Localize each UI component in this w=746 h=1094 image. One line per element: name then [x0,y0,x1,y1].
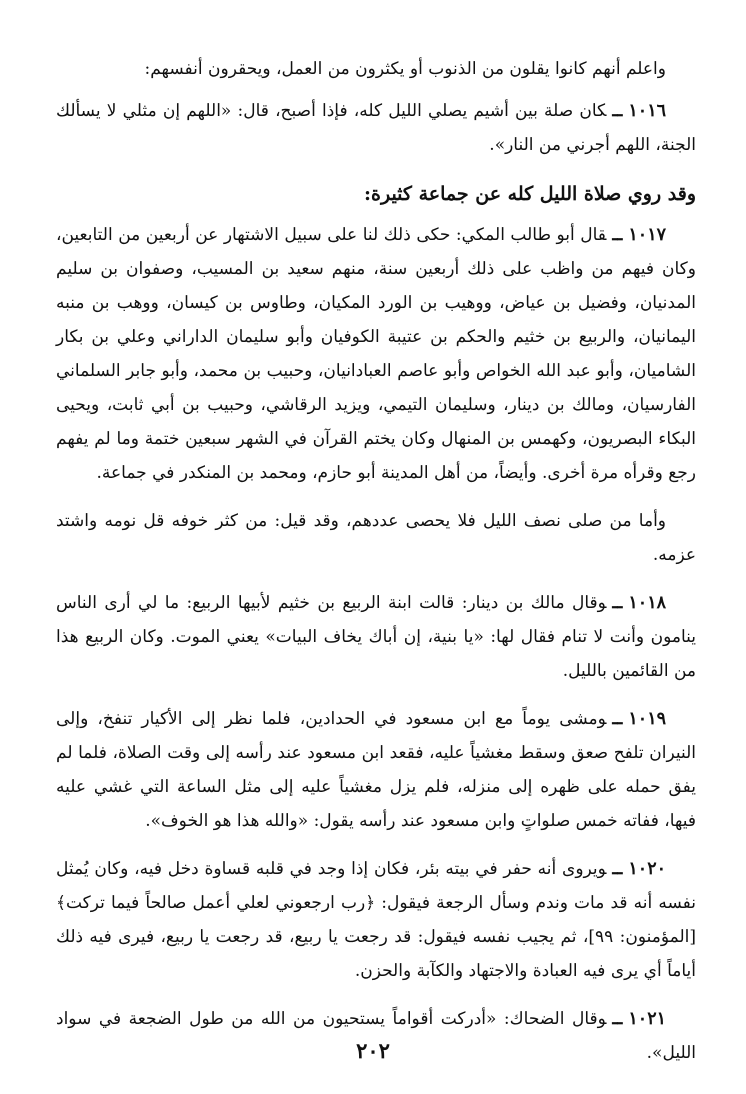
entry-text: ومشى يوماً مع ابن مسعود في الحدادين، فلما نظر إلى الأكيار تنفخ، وإلى النيران تلفح صعق وسقط مغشياً عليه، فقعد ابن مسعود عند رأسه إلى وقت الصلاة، فلما لم يفق حمله على ظهره إلى منزله، فلم يزل مغشياً عليه إلى مثل الساعة التي غشي عليه فيها، ففاته خمس صلواتٍ وابن مسعود عند رأسه يقول: «والله هذا هو الخوف». [56,709,696,831]
intro-paragraph [56,52,696,86]
entry-text: وقال مالك بن دينار: قالت ابنة الربيع بن خثيم لأبيها الربيع: ما لي أرى الناس ينامون وأنت لا تنام فقال لها: «يا بنية، إن أباك يخاف البيات» يعني الموت. وكان الربيع هذا من القائمين بالليل. [56,593,696,681]
entry-1018 [56,586,696,688]
entry-number: ١٠١٩ [628,709,666,729]
entry-text: وقال الضحاك: «أدركت أقواماً يستحيون من الله من طول الضجعة في سواد الليل». [56,1009,696,1063]
document-page [56,52,696,1084]
entry-1016 [56,94,696,162]
entry-1019 [56,702,696,838]
page-number: ٢٠٢ [356,1038,390,1063]
entry-number: ١٠٢١ [628,1009,666,1029]
entry-text: ويروى أنه حفر في بيته بئر، فكان إذا وجد في قلبه قساوة دخل فيه، وكان يُمثل نفسه أنه قد مات وندم وسأل الرجعة فيقول: ﴿رب ارجعوني لعلي أعمل صالحاً فيما تركت﴾ [المؤمنون: ٩٩]، ثم يجيب نفسه فيقول: قد رجعت يا ربيع، قد رجعت يا ربيع، فيرى فيه ذلك أياماً أي يرى فيه العبادة والاجتهاد والكآبة والحزن. [56,859,697,981]
entry-number: ١٠١٨ [628,593,666,613]
entry-dash: ــ [612,225,623,245]
entry-number: ١٠٢٠ [628,859,666,879]
entry-text: قال أبو طالب المكي: حكى ذلك لنا على سبيل الاشتهار عن أربعين من التابعين، وكان فيهم من واظب على ذلك أربعين سنة، منهم سعيد بن المسيب، وصفوان بن سليم المدنيان، وفضيل بن عياض، ووهيب بن الورد المكيان، وطاوس بن كيسان، ووهب بن منبه اليمانيان، والربيع بن خثيم والحكم بن عتيبة الكوفيان وأبو سليمان الداراني وعلي بن بكار الشاميان، وأبو عبد الله الخواص وأبو عاصم العبادانيان، وحبيب بن محمد، وأبو جابر السلماني الفارسيان، ومالك بن دينار، وسليمان التيمي، ويزيد الرقاشي، وحبيب بن أبي ثابت، ويحيى البكاء البصريون، وكهمس بن المنهال وكان يختم القرآن في الشهر سبعين ختمة وما لم يفهم رجع وقرأه مرة أخرى. وأيضاً، من أهل المدينة أبو حازم، ومحمد بن المنكدر في جماعة. [56,225,696,483]
entry-dash: ــ [612,859,623,879]
entry-number: ١٠١٦ [628,101,666,121]
entry-number: ١٠١٧ [628,225,666,245]
entry-dash: ــ [612,1009,623,1029]
paragraph-text: وأما من صلى نصف الليل فلا يحصى عددهم، وقد قيل: من كثر خوفه قل نومه واشتد عزمه. [56,511,696,565]
entry-dash: ــ [612,101,623,121]
intro-text: واعلم أنهم كانوا يقلون من الذنوب أو يكثرون من العمل، ويحقرون أنفسهم: [144,59,666,79]
entry-1020 [56,852,696,988]
entry-text: كان صلة بين أشيم يصلي الليل كله، فإذا أصبح، قال: «اللهم إن مثلي لا يسألك الجنة، اللهم أجرني من النار». [56,101,696,155]
section-heading: وقد روي صلاة الليل كله عن جماعة كثيرة: [364,183,696,205]
half-night-paragraph [56,504,696,572]
entry-dash: ــ [612,709,623,729]
entry-1017 [56,218,696,490]
entry-dash: ــ [612,593,623,613]
